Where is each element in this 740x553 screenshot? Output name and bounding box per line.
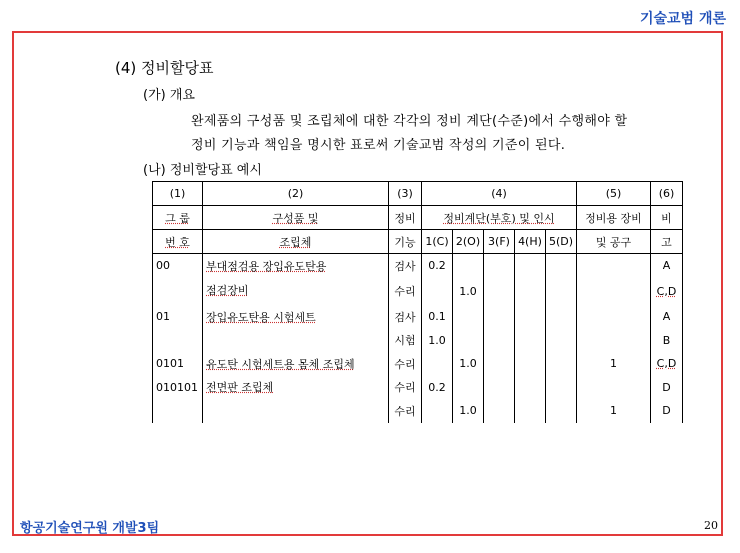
header-col-6: (6): [651, 182, 683, 206]
cell-level-5: [546, 254, 577, 278]
overview-paragraph-line-2: 정비 기능과 책임을 명시한 표로써 기술교범 작성의 기준이 된다.: [191, 138, 566, 153]
table-row: [153, 352, 683, 376]
header-col-1: (1): [153, 182, 203, 206]
table-row: [153, 399, 683, 423]
cell-level-4: [515, 278, 546, 306]
cell-level-1: [422, 399, 453, 423]
header-tools-bottom: 및 공구: [577, 230, 651, 254]
cell-component: [203, 399, 389, 423]
cell-level-4: [515, 352, 546, 376]
cell-component: 점검장비: [203, 278, 389, 306]
header-component-bottom: 조립체: [203, 230, 389, 254]
cell-level-1: [422, 278, 453, 306]
cell-level-3: [484, 376, 515, 400]
cell-level-4: [515, 254, 546, 278]
cell-tools: [577, 254, 651, 278]
cell-level-4: [515, 329, 546, 353]
cell-tools: [577, 305, 651, 329]
subsection-example: (나) 정비할당표 예시: [143, 163, 262, 178]
header-level-5: 5(D): [546, 230, 577, 254]
header-group-number-top: 그 룹: [153, 206, 203, 230]
section-title: (4) 정비할당표: [115, 59, 214, 77]
cell-component: 전면판 조립체: [203, 376, 389, 400]
header-group-number-bottom: 번 호: [153, 230, 203, 254]
table-row: [153, 254, 683, 278]
overview-paragraph-line-1: 완제품의 구성품 및 조립체에 대한 각각의 정비 계단(수준)에서 수행해야 할: [191, 114, 628, 129]
cell-level-2: [453, 305, 484, 329]
cell-level-3: [484, 254, 515, 278]
cell-level-1: 1.0: [422, 329, 453, 353]
cell-level-1: 0.2: [422, 376, 453, 400]
cell-level-2: 1.0: [453, 278, 484, 306]
cell-group: 010101: [153, 376, 203, 400]
cell-level-1: 0.1: [422, 305, 453, 329]
cell-level-3: [484, 329, 515, 353]
cell-level-5: [546, 278, 577, 306]
header-remarks-top: 비: [651, 206, 683, 230]
cell-level-5: [546, 305, 577, 329]
cell-level-4: [515, 376, 546, 400]
cell-group: [153, 278, 203, 306]
header-col-5: (5): [577, 182, 651, 206]
cell-level-3: [484, 352, 515, 376]
cell-remark: B: [651, 329, 683, 353]
cell-remark: D: [651, 399, 683, 423]
cell-level-5: [546, 376, 577, 400]
cell-tools: [577, 329, 651, 353]
cell-level-2: 1.0: [453, 399, 484, 423]
header-col-3: (3): [389, 182, 422, 206]
header-maintenance-level-label: 정비계단(부호) 및 인시: [443, 211, 555, 225]
header-remarks-bottom: 고: [651, 230, 683, 254]
cell-remark: C,D: [651, 278, 683, 306]
cell-tools: [577, 278, 651, 306]
cell-level-4: [515, 399, 546, 423]
table-header-row-numbers: [153, 182, 683, 206]
cell-level-1: 0.2: [422, 254, 453, 278]
table-row: [153, 376, 683, 400]
cell-level-3: [484, 278, 515, 306]
cell-level-3: [484, 305, 515, 329]
cell-function: 수리: [389, 352, 422, 376]
cell-remark: A: [651, 254, 683, 278]
header-level-4: 4(H): [515, 230, 546, 254]
cell-function: 수리: [389, 376, 422, 400]
table-header-row-labels: [153, 206, 683, 230]
cell-function: 시험: [389, 329, 422, 353]
header-col-2: (2): [203, 182, 389, 206]
cell-level-2: [453, 254, 484, 278]
cell-group: 0101: [153, 352, 203, 376]
header-function-bottom: 기능: [389, 230, 422, 254]
footer-organization: 항공기술연구원 개발3팀: [20, 521, 160, 536]
page-number: 20: [704, 519, 718, 532]
header-component-top: 구성품 및: [203, 206, 389, 230]
cell-level-5: [546, 399, 577, 423]
cell-group: 00: [153, 254, 203, 278]
table-row: [153, 329, 683, 353]
cell-component: 유도탄 시험세트용 몸체 조립체: [203, 352, 389, 376]
header-level-3: 3(F): [484, 230, 515, 254]
header-function-top: 정비: [389, 206, 422, 230]
cell-tools: [577, 376, 651, 400]
cell-group: [153, 329, 203, 353]
cell-remark: C,D: [651, 352, 683, 376]
cell-group: 01: [153, 305, 203, 329]
document-header-title: 기술교범 개론: [639, 11, 726, 27]
header-maintenance-level: [422, 206, 577, 230]
cell-component: 장입유도탄용 시험세트: [203, 305, 389, 329]
cell-function: 검사: [389, 305, 422, 329]
cell-level-3: [484, 399, 515, 423]
header-level-1: 1(C): [422, 230, 453, 254]
table-row: [153, 278, 683, 306]
cell-function: 수리: [389, 399, 422, 423]
cell-level-2: [453, 329, 484, 353]
cell-function: 수리: [389, 278, 422, 306]
cell-level-5: [546, 352, 577, 376]
header-level-2: 2(O): [453, 230, 484, 254]
cell-remark: D: [651, 376, 683, 400]
cell-tools: 1: [577, 352, 651, 376]
subsection-overview: (가) 개요: [143, 88, 195, 103]
cell-level-2: 1.0: [453, 352, 484, 376]
cell-remark: A: [651, 305, 683, 329]
cell-tools: 1: [577, 399, 651, 423]
header-col-4: (4): [422, 182, 577, 206]
cell-component: [203, 329, 389, 353]
cell-level-2: [453, 376, 484, 400]
cell-component: 부대점검용 장입유도탄용: [203, 254, 389, 278]
cell-level-5: [546, 329, 577, 353]
cell-function: 검사: [389, 254, 422, 278]
maintenance-allocation-table: [152, 181, 683, 423]
header-tools-top: 정비용 장비: [577, 206, 651, 230]
table-row: [153, 305, 683, 329]
cell-level-1: [422, 352, 453, 376]
cell-group: [153, 399, 203, 423]
table-header-row-sub: [153, 230, 683, 254]
cell-level-4: [515, 305, 546, 329]
